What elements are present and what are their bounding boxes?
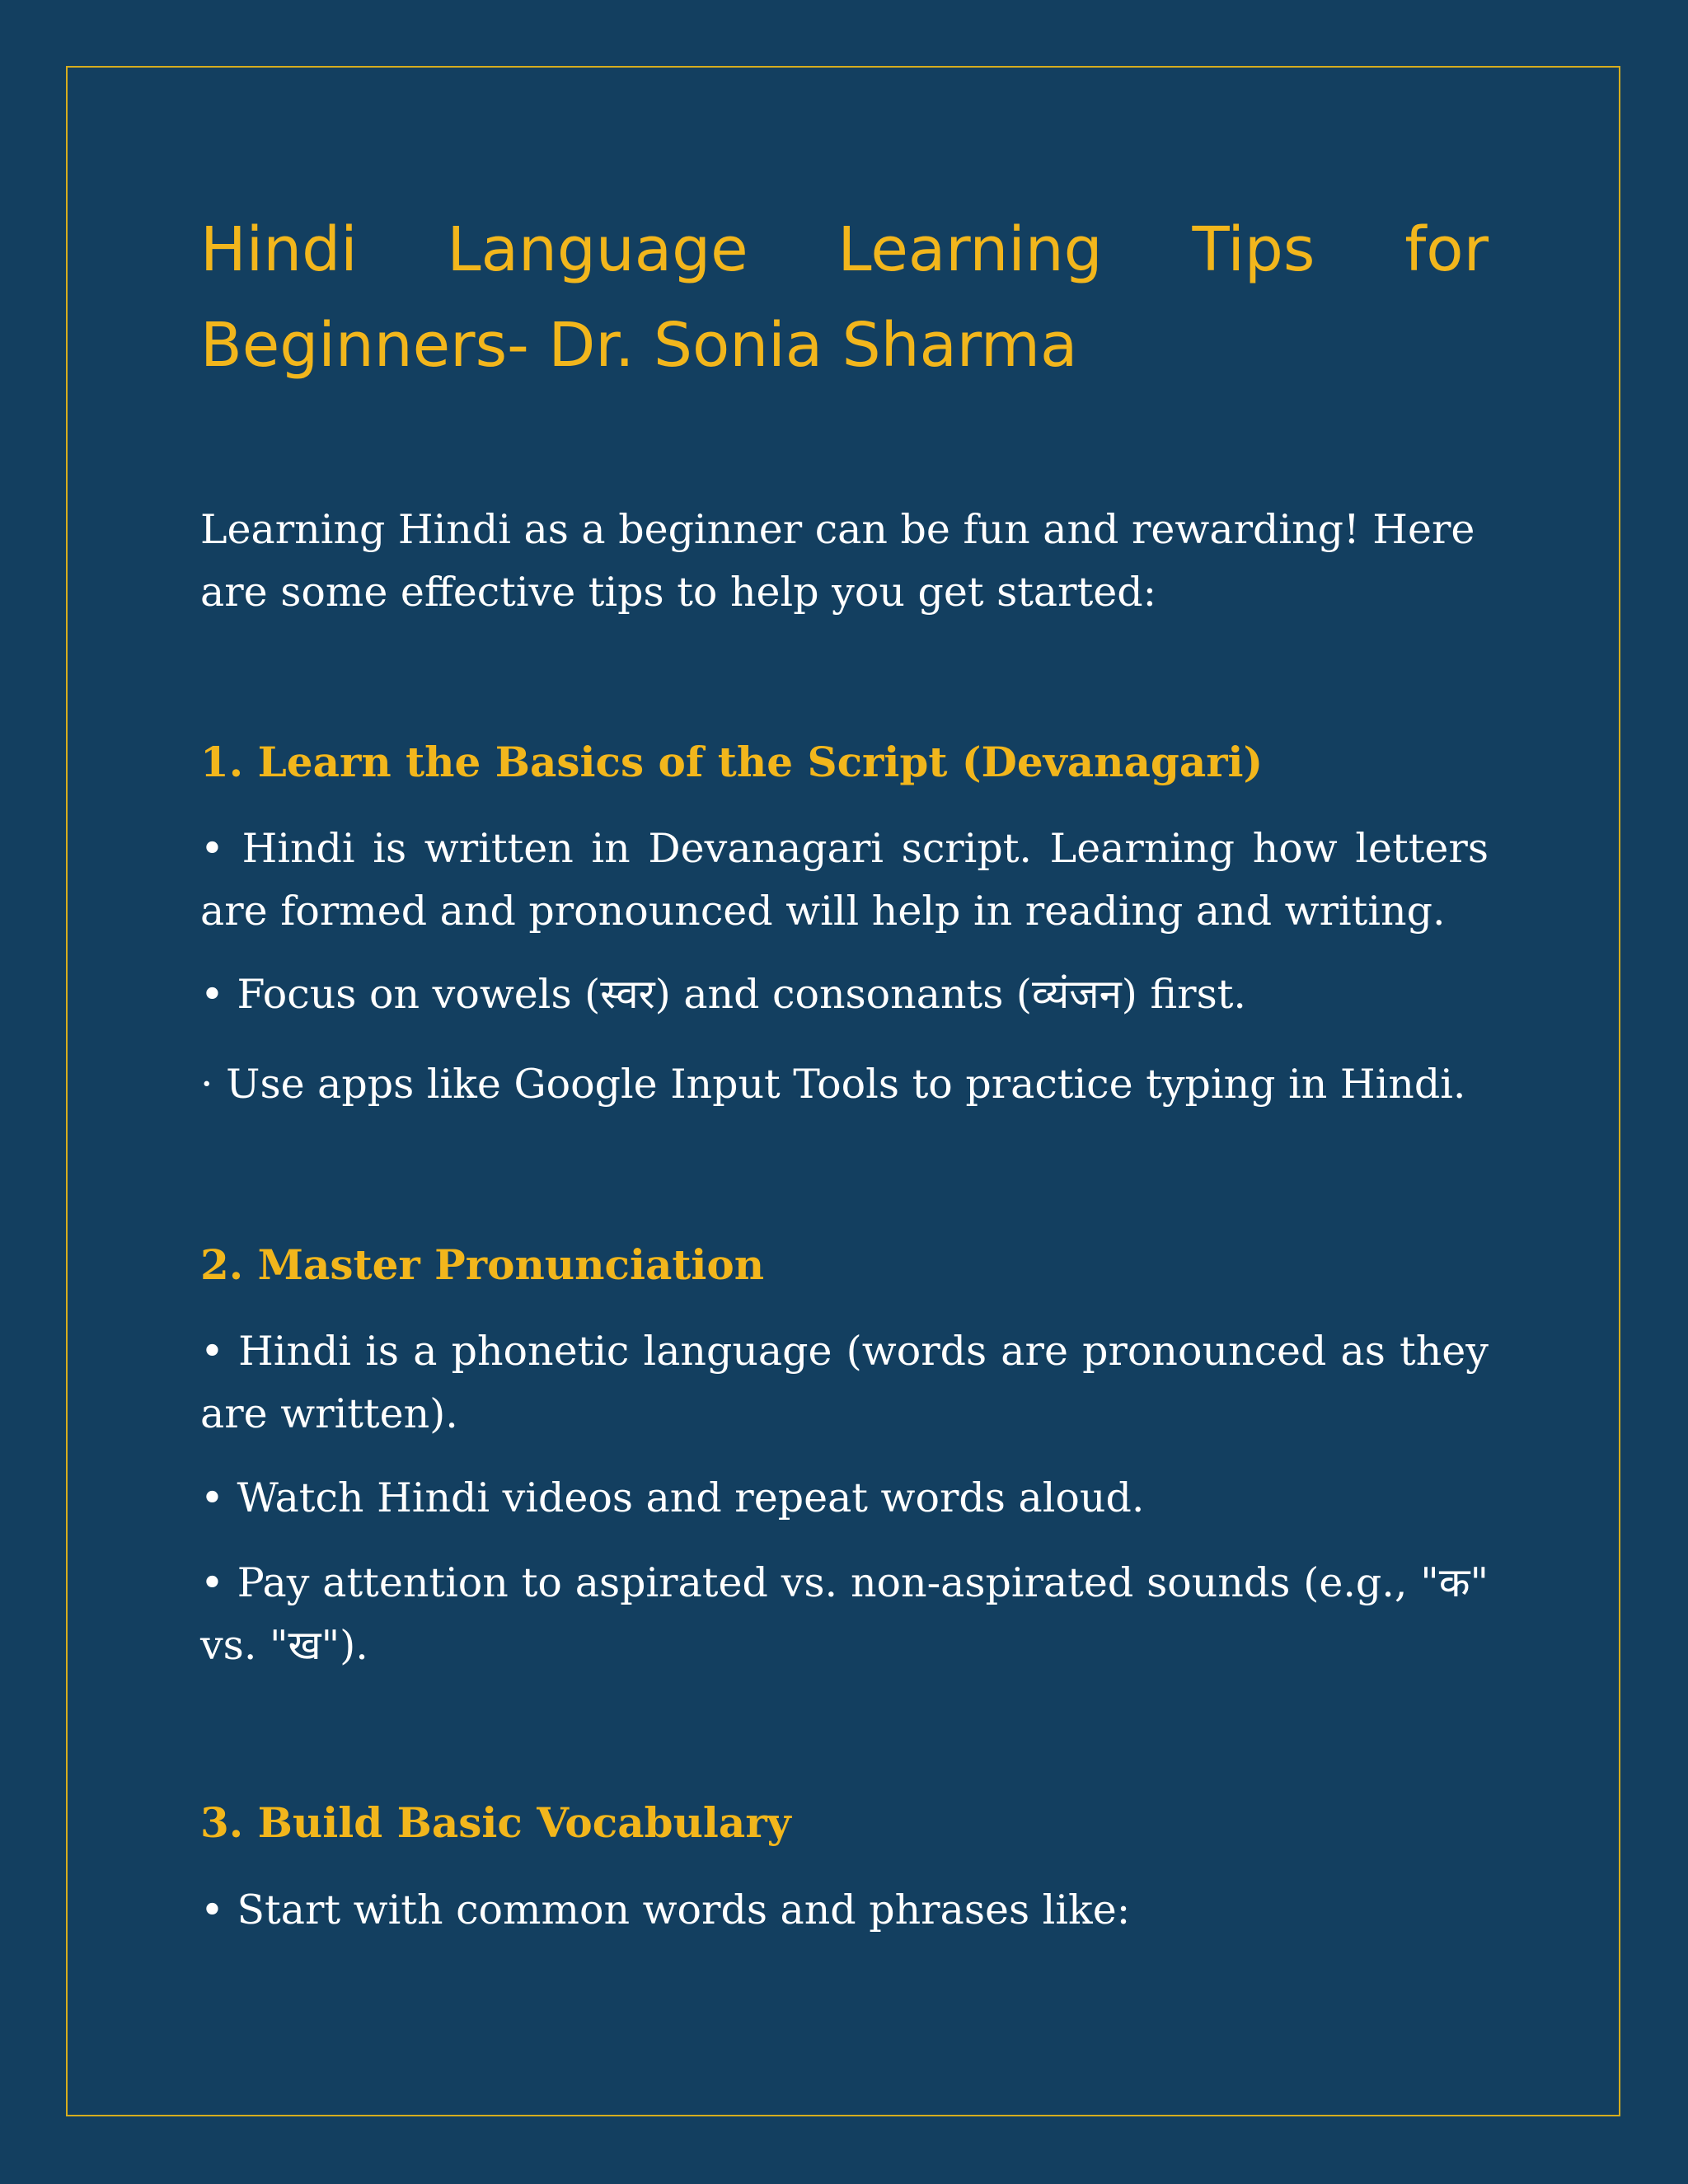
bullet-script-2: • Focus on vowels (स्वर) and consonants (व्यंजन) first. bbox=[200, 971, 1246, 1018]
bullet-script-3: · Use apps like Google Input Tools to practice typing in Hindi. bbox=[200, 1061, 1466, 1108]
bullet-pronunciation-3: • Pay attention to aspirated vs. non-aspirated sounds (e.g., "क" vs. "ख"). bbox=[200, 1559, 1489, 1669]
section-heading-pronunciation: 2. Master Pronunciation bbox=[200, 1240, 765, 1289]
bullet-script-1: • Hindi is written in Devanagari script. Learning how letters are formed and pronounced will help in reading and writing. bbox=[200, 825, 1489, 935]
bullet-vocabulary-1: • Start with common words and phrases like: bbox=[200, 1886, 1131, 1933]
bullet-pronunciation-1: • Hindi is a phonetic language (words are pronounced as they are written). bbox=[200, 1328, 1489, 1437]
intro-paragraph: Learning Hindi as a beginner can be fun and rewarding! Here are some effective tips to help you get started: bbox=[200, 506, 1475, 616]
bullet-pronunciation-2: • Watch Hindi videos and repeat words aloud. bbox=[200, 1474, 1145, 1521]
page-title: Hindi Language Learning Tips for Beginners- Dr. Sonia Sharma bbox=[200, 214, 1489, 381]
document-content bbox=[200, 202, 1489, 1933]
section-heading-script: 1. Learn the Basics of the Script (Devanagari) bbox=[200, 738, 1264, 786]
section-heading-vocabulary: 3. Build Basic Vocabulary bbox=[200, 1798, 791, 1847]
